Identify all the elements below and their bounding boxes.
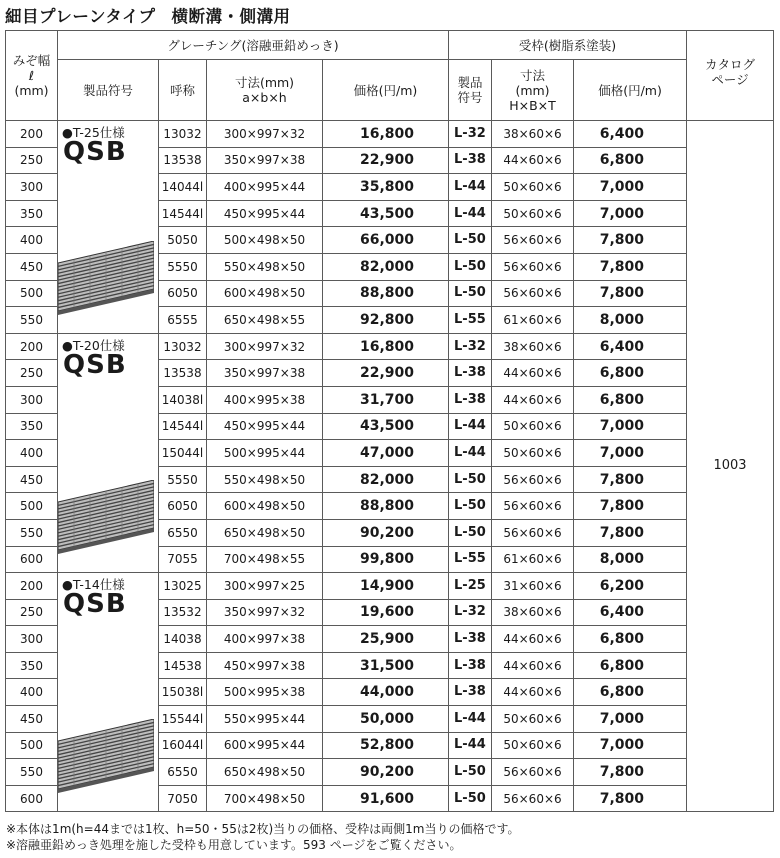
cell-frame-code: L-50	[449, 759, 492, 786]
cell-frame-code: L-50	[449, 519, 492, 546]
cell-frame-dimensions: 44×60×6	[492, 360, 574, 387]
cell-price: 88,800	[323, 280, 449, 307]
cell-frame-code: L-50	[449, 466, 492, 493]
cell-frame-dimensions: 56×60×6	[492, 466, 574, 493]
cell-frame-code: L-44	[449, 706, 492, 733]
product-code: QSB	[63, 349, 127, 380]
cell-frame-dimensions: 56×60×6	[492, 253, 574, 280]
cell-dimensions: 450×997×38	[207, 652, 323, 679]
cell-frame-dimensions: 50×60×6	[492, 200, 574, 227]
cell-price: 25,900	[323, 626, 449, 653]
title-sub: 横断溝・側溝用	[171, 7, 291, 26]
col-header-width: みぞ幅 ℓ (mm)	[6, 31, 58, 121]
table-row	[6, 121, 774, 148]
cell-price: 22,900	[323, 147, 449, 174]
cell-price: 99,800	[323, 546, 449, 573]
cell-name: 13538	[159, 147, 207, 174]
cell-frame-price: 7,800	[574, 759, 687, 786]
cell-dimensions: 650×498×55	[207, 307, 323, 334]
cell-width: 450	[6, 253, 58, 280]
cell-frame-price: 7,800	[574, 519, 687, 546]
cell-dimensions: 550×995×44	[207, 706, 323, 733]
product-code: QSB	[63, 589, 127, 620]
cell-price: 90,200	[323, 519, 449, 546]
cell-price: 16,800	[323, 121, 449, 148]
cell-frame-price: 8,000	[574, 307, 687, 334]
cell-frame-price: 7,000	[574, 732, 687, 759]
cell-frame-price: 8,000	[574, 546, 687, 573]
cell-width: 550	[6, 759, 58, 786]
cell-width: 500	[6, 280, 58, 307]
cell-name: 13538	[159, 360, 207, 387]
cell-frame-code: L-38	[449, 360, 492, 387]
cell-frame-dimensions: 44×60×6	[492, 147, 574, 174]
cell-name: 6555	[159, 307, 207, 334]
cell-dimensions: 450×995×44	[207, 413, 323, 440]
footnote: ※溶融亜鉛めっき処理を施した受枠も用意しています。593 ページをご覧ください。	[6, 838, 462, 852]
cell-frame-dimensions: 50×60×6	[492, 440, 574, 467]
cell-dimensions: 550×498×50	[207, 466, 323, 493]
cell-width: 400	[6, 679, 58, 706]
cell-dimensions: 600×498×50	[207, 493, 323, 520]
cell-price: 91,600	[323, 785, 449, 812]
cell-frame-dimensions: 50×60×6	[492, 413, 574, 440]
cell-width: 200	[6, 573, 58, 600]
cell-frame-code: L-44	[449, 174, 492, 201]
cell-width: 200	[6, 333, 58, 360]
catalog-page-cell: 1003	[687, 121, 774, 812]
cell-dimensions: 300×997×32	[207, 121, 323, 148]
cell-price: 43,500	[323, 200, 449, 227]
cell-frame-price: 7,800	[574, 785, 687, 812]
load-spec-label: ●T-20仕様	[62, 337, 125, 353]
cell-name: 16044l	[159, 732, 207, 759]
cell-price: 43,500	[323, 413, 449, 440]
col-header-catalog: カタログ ページ	[687, 31, 774, 121]
cell-frame-dimensions: 50×60×6	[492, 706, 574, 733]
cell-width: 500	[6, 732, 58, 759]
cell-price: 47,000	[323, 440, 449, 467]
cell-width: 400	[6, 227, 58, 254]
cell-frame-code: L-25	[449, 573, 492, 600]
col-header-frame: 受枠(樹脂系塗装)	[449, 31, 687, 60]
cell-dimensions: 700×498×50	[207, 785, 323, 812]
cell-name: 6050	[159, 280, 207, 307]
cell-name: 14038l	[159, 386, 207, 413]
col-header-code: 製品符号	[58, 60, 159, 121]
cell-frame-dimensions: 38×60×6	[492, 121, 574, 148]
cell-frame-code: L-38	[449, 626, 492, 653]
title-main: 細目プレーンタイプ	[5, 7, 156, 26]
cell-frame-price: 6,800	[574, 652, 687, 679]
cell-name: 7055	[159, 546, 207, 573]
cell-frame-price: 7,000	[574, 200, 687, 227]
product-group-cell	[58, 573, 159, 812]
cell-name: 13032	[159, 333, 207, 360]
cell-frame-price: 6,400	[574, 599, 687, 626]
cell-dimensions: 600×995×44	[207, 732, 323, 759]
grating-product-image	[58, 241, 154, 319]
grating-product-image	[58, 480, 154, 558]
cell-price: 92,800	[323, 307, 449, 334]
cell-frame-price: 6,400	[574, 333, 687, 360]
cell-dimensions: 450×995×44	[207, 200, 323, 227]
cell-frame-price: 6,800	[574, 386, 687, 413]
cell-price: 66,000	[323, 227, 449, 254]
cell-dimensions: 650×498×50	[207, 759, 323, 786]
table-row	[6, 573, 774, 600]
cell-frame-dimensions: 56×60×6	[492, 493, 574, 520]
cell-dimensions: 400×995×38	[207, 386, 323, 413]
cell-dimensions: 500×498×50	[207, 227, 323, 254]
cell-name: 13532	[159, 599, 207, 626]
load-spec-label: ●T-25仕様	[62, 125, 125, 140]
cell-dimensions: 550×498×50	[207, 253, 323, 280]
cell-name: 5050	[159, 227, 207, 254]
col-header-frame-dim: 寸法 (mm) H×B×T	[492, 60, 574, 121]
cell-width: 350	[6, 413, 58, 440]
cell-frame-price: 7,000	[574, 440, 687, 467]
cell-frame-dimensions: 56×60×6	[492, 519, 574, 546]
cell-name: 15044l	[159, 440, 207, 467]
cell-frame-code: L-44	[449, 413, 492, 440]
cell-frame-dimensions: 44×60×6	[492, 652, 574, 679]
cell-price: 44,000	[323, 679, 449, 706]
cell-name: 6550	[159, 519, 207, 546]
cell-frame-dimensions: 56×60×6	[492, 785, 574, 812]
cell-name: 5550	[159, 466, 207, 493]
cell-frame-code: L-38	[449, 679, 492, 706]
cell-frame-code: L-55	[449, 546, 492, 573]
cell-price: 35,800	[323, 174, 449, 201]
cell-dimensions: 650×498×50	[207, 519, 323, 546]
cell-width: 450	[6, 466, 58, 493]
cell-dimensions: 500×995×38	[207, 679, 323, 706]
cell-frame-price: 6,400	[574, 121, 687, 148]
cell-width: 200	[6, 121, 58, 148]
cell-frame-dimensions: 31×60×6	[492, 573, 574, 600]
cell-name: 5550	[159, 253, 207, 280]
cell-dimensions: 600×498×50	[207, 280, 323, 307]
cell-name: 13032	[159, 121, 207, 148]
cell-frame-price: 7,000	[574, 413, 687, 440]
cell-width: 300	[6, 174, 58, 201]
cell-frame-dimensions: 38×60×6	[492, 333, 574, 360]
cell-frame-price: 7,800	[574, 280, 687, 307]
cell-frame-price: 7,000	[574, 706, 687, 733]
cell-dimensions: 400×995×44	[207, 174, 323, 201]
col-header-dim: 寸法(mm) a×b×h	[207, 60, 323, 121]
product-group-cell	[58, 121, 159, 334]
cell-frame-price: 6,800	[574, 679, 687, 706]
cell-width: 500	[6, 493, 58, 520]
cell-frame-code: L-50	[449, 227, 492, 254]
cell-frame-dimensions: 50×60×6	[492, 174, 574, 201]
cell-frame-price: 6,800	[574, 360, 687, 387]
cell-name: 14538	[159, 652, 207, 679]
cell-width: 450	[6, 706, 58, 733]
cell-dimensions: 400×997×38	[207, 626, 323, 653]
col-header-price: 価格(円/m)	[323, 60, 449, 121]
cell-price: 19,600	[323, 599, 449, 626]
cell-name: 14044l	[159, 174, 207, 201]
cell-width: 600	[6, 785, 58, 812]
load-spec-label: ●T-14仕様	[62, 577, 125, 593]
cell-frame-price: 7,800	[574, 253, 687, 280]
cell-width: 300	[6, 626, 58, 653]
cell-frame-dimensions: 44×60×6	[492, 386, 574, 413]
cell-price: 90,200	[323, 759, 449, 786]
cell-width: 350	[6, 200, 58, 227]
footnote: ※本体は1m(h=44までは1枚、h=50・55は2枚)当りの価格、受枠は両側1m当りの価格です。	[6, 822, 520, 836]
cell-name: 6550	[159, 759, 207, 786]
cell-frame-code: L-50	[449, 280, 492, 307]
cell-name: 7050	[159, 785, 207, 812]
cell-width: 550	[6, 519, 58, 546]
cell-frame-price: 6,800	[574, 147, 687, 174]
cell-dimensions: 300×997×25	[207, 573, 323, 600]
cell-dimensions: 350×997×38	[207, 360, 323, 387]
cell-dimensions: 500×995×44	[207, 440, 323, 467]
cell-frame-code: L-32	[449, 121, 492, 148]
cell-dimensions: 700×498×55	[207, 546, 323, 573]
cell-frame-price: 7,800	[574, 493, 687, 520]
cell-width: 250	[6, 360, 58, 387]
cell-frame-code: L-44	[449, 440, 492, 467]
col-header-frame-code: 製品 符号	[449, 60, 492, 121]
cell-price: 88,800	[323, 493, 449, 520]
grating-product-image	[58, 719, 154, 797]
cell-frame-code: L-38	[449, 386, 492, 413]
cell-name: 15544l	[159, 706, 207, 733]
cell-frame-code: L-38	[449, 652, 492, 679]
cell-price: 31,700	[323, 386, 449, 413]
cell-price: 14,900	[323, 573, 449, 600]
cell-frame-dimensions: 61×60×6	[492, 307, 574, 334]
cell-width: 400	[6, 440, 58, 467]
cell-frame-dimensions: 50×60×6	[492, 732, 574, 759]
cell-price: 52,800	[323, 732, 449, 759]
cell-price: 31,500	[323, 652, 449, 679]
cell-name: 14038	[159, 626, 207, 653]
cell-frame-dimensions: 56×60×6	[492, 280, 574, 307]
cell-frame-code: L-55	[449, 307, 492, 334]
cell-name: 6050	[159, 493, 207, 520]
cell-frame-dimensions: 61×60×6	[492, 546, 574, 573]
table-row	[6, 333, 774, 360]
cell-frame-price: 7,000	[574, 174, 687, 201]
cell-name: 13025	[159, 573, 207, 600]
cell-frame-code: L-50	[449, 493, 492, 520]
cell-frame-code: L-50	[449, 785, 492, 812]
cell-name: 15038l	[159, 679, 207, 706]
cell-price: 50,000	[323, 706, 449, 733]
cell-frame-code: L-50	[449, 253, 492, 280]
cell-frame-price: 6,800	[574, 626, 687, 653]
cell-frame-code: L-32	[449, 599, 492, 626]
cell-dimensions: 350×997×38	[207, 147, 323, 174]
product-code: QSB	[63, 137, 127, 167]
cell-frame-code: L-38	[449, 147, 492, 174]
cell-width: 550	[6, 307, 58, 334]
price-table	[5, 30, 774, 812]
cell-frame-dimensions: 56×60×6	[492, 759, 574, 786]
col-header-grating: グレーチング(溶融亜鉛めっき)	[58, 31, 449, 60]
cell-frame-dimensions: 38×60×6	[492, 599, 574, 626]
cell-frame-dimensions: 56×60×6	[492, 227, 574, 254]
cell-width: 600	[6, 546, 58, 573]
cell-price: 82,000	[323, 253, 449, 280]
cell-price: 16,800	[323, 333, 449, 360]
cell-name: 14544l	[159, 200, 207, 227]
cell-price: 82,000	[323, 466, 449, 493]
cell-frame-dimensions: 44×60×6	[492, 679, 574, 706]
cell-frame-price: 7,800	[574, 227, 687, 254]
cell-frame-dimensions: 44×60×6	[492, 626, 574, 653]
cell-width: 350	[6, 652, 58, 679]
cell-dimensions: 350×997×32	[207, 599, 323, 626]
cell-name: 14544l	[159, 413, 207, 440]
cell-width: 300	[6, 386, 58, 413]
cell-frame-price: 7,800	[574, 466, 687, 493]
cell-width: 250	[6, 599, 58, 626]
cell-width: 250	[6, 147, 58, 174]
col-header-name: 呼称	[159, 60, 207, 121]
cell-frame-code: L-32	[449, 333, 492, 360]
product-group-cell	[58, 333, 159, 572]
cell-price: 22,900	[323, 360, 449, 387]
cell-dimensions: 300×997×32	[207, 333, 323, 360]
page-title	[5, 3, 291, 29]
cell-frame-code: L-44	[449, 732, 492, 759]
cell-frame-price: 6,200	[574, 573, 687, 600]
col-header-frame-price: 価格(円/m)	[574, 60, 687, 121]
cell-frame-code: L-44	[449, 200, 492, 227]
